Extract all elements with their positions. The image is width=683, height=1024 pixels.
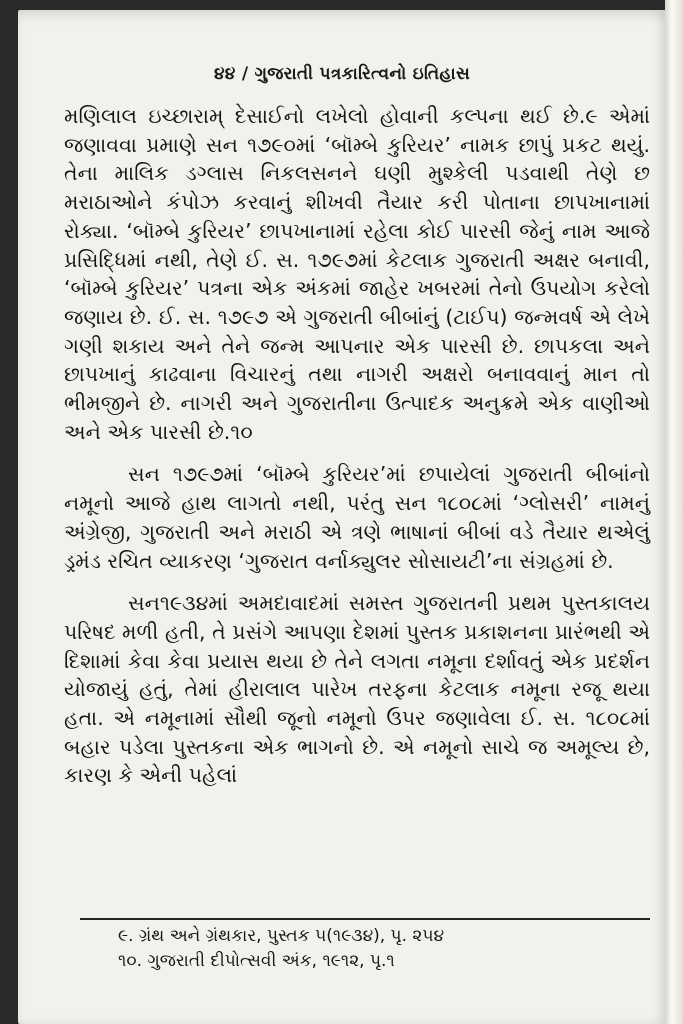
paragraph-2: સન ૧૭૯૭માં ‘બૉમ્બે કુરિયર’માં છપાયેલાં ગુજરાતી બીબાંનો નમૂનો આજે હાથ લાગતો નથી, પરંતુ સન ૧૮૦૮માં ‘ગ્લોસરી’ નામનું અંગ્રેજી, ગુજરાતી અને મરાઠી એ ત્રણે ભાષાનાં બીબાં વડે તૈયાર થએલું ડ્રમંડ રચિત વ્યાકરણ ‘ગુજરાત વર્નાક્યુલર સોસાયટી’ના સંગ્રહમાં છે. bbox=[64, 462, 650, 573]
footnote-9: ૯. ગ્રંથ અને ગ્રંથકાર, પુસ્તક ૫(૧૯૩૪), પૃ. ૨૫૪ bbox=[118, 926, 445, 946]
footnotes bbox=[118, 924, 648, 974]
book-page bbox=[18, 10, 666, 1024]
paragraph-1: મણિલાલ ઇચ્છારામ્ દેસાઈનો લખેલો હોવાની કલ્પના થઈ છે.૯ એમાં જણાવવા પ્રમાણે સન ૧૭૯૦માં ‘બૉમ્બે કુરિયર’ નામક છાપું પ્રકટ થયું. તેના માલિક ડગ્લાસ નિકલસનને ઘણી મુશ્કેલી પડવાથી તેણે છ મરાઠાઓને કંપોઝ કરવાનું શીખવી તૈયાર કરી પોતાના છાપખાનામાં રોક્યા. ‘બૉમ્બે કુરિયર’ છાપખાનામાં રહેલા કોઈ પારસી જેનું નામ આજે પ્રસિદ્ધિમાં નથી, તેણે ઈ. સ. ૧૭૯૭માં કેટલાક ગુજરાતી અક્ષર બનાવી, ‘બૉમ્બે કુરિયર’ પત્રના એક અંકમાં જાહેર ખબરમાં તેનો ઉપયોગ કરેલો જણાય છે. ઈ. સ. ૧૭૯૭ એ ગુજરાતી બીબાંનું (ટાઈપ) જન્મવર્ષ એ લેખે ગણી શકાય અને તેને જન્મ આપનાર એક પારસી છે. છાપકલા અને છાપખાનું કાઢવાના વિચારનું તથા નાગરી અક્ષરો બનાવવાનું માન તો ભીમજીને છે. નાગરી અને ગુજરાતીના ઉત્પાદક અનુક્રમે એક વાણીઓ અને એક પારસી છે.૧૦ bbox=[64, 104, 650, 444]
paragraph-3: સન૧૯૩૪માં અમદાવાદમાં સમસ્ત ગુજરાતની પ્રથમ પુસ્તકાલય પરિષદ મળી હતી, તે પ્રસંગે આપણા દેશમાં પુસ્તક પ્રકાશનના પ્રારંભથી એ દિશામાં કેવા કેવા પ્રયાસ થયા છે તેને લગતા નમૂના દર્શાવતું એક પ્રદર્શન યોજાયું હતું, તેમાં હીરાલાલ પારેખ તરફના કેટલાક નમૂના રજૂ થયા હતા. એ નમૂનામાં સૌથી જૂનો નમૂનો ઉપર જણાવેલા ઈ. સ. ૧૮૦૮માં બહાર પડેલા પુસ્તકના એક ભાગનો છે. એ નમૂનો સાચે જ અમૂલ્ય છે, કારણ કે એની પહેલાં bbox=[64, 591, 650, 788]
page-edge bbox=[665, 0, 683, 1024]
page-header: ૪૪ / ગુજરાતી પત્રકારિત્વનો ઇતિહાસ bbox=[213, 64, 471, 84]
main-text bbox=[64, 102, 650, 790]
footnote-divider bbox=[80, 918, 650, 920]
footnote-10: ૧૦. ગુજરાતી દીપોત્સવી અંક, ૧૯૧૨, પૃ.૧ bbox=[118, 951, 395, 971]
